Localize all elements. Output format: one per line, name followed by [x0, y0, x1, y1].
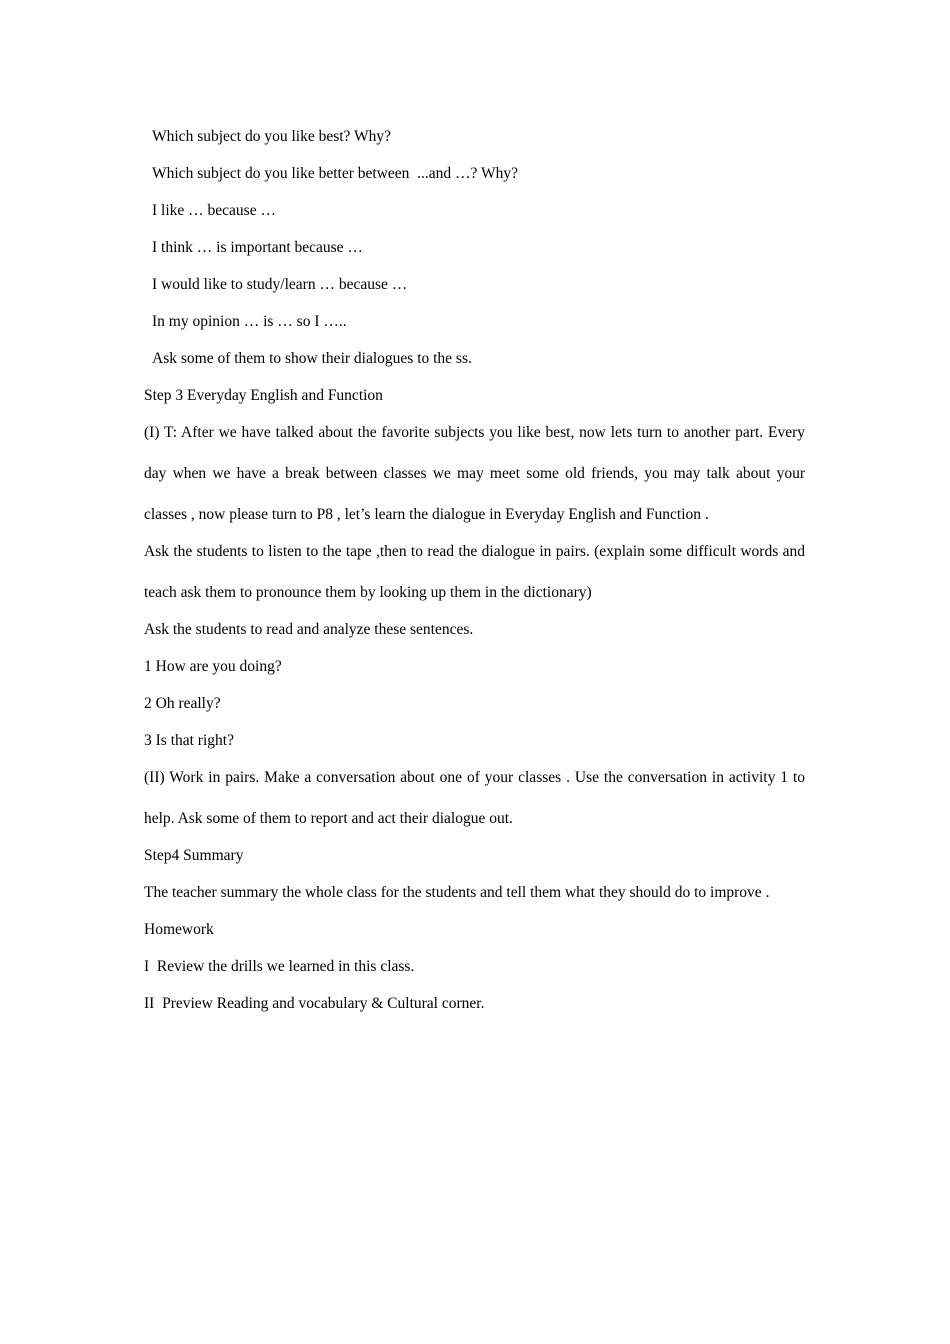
sentence-pattern-line: In my opinion … is … so I ….. [152, 313, 347, 330]
sentence-item: 1 How are you doing? [144, 658, 282, 675]
step3-paragraph-2: Ask the students to listen to the tape ,then to read the dialogue in pairs. (explain some difficult words and teach ask them to pronounce them by looking up them in the dictionary) [144, 543, 805, 601]
step3-heading: Step 3 Everyday English and Function [144, 387, 383, 404]
sentence-pattern-line: I think … is important because … [152, 239, 363, 256]
sentence-pattern-line: I like … because … [152, 202, 276, 219]
question-line: Which subject do you like better between ...and …? Why? [152, 165, 518, 182]
step3-paragraph-1: (I) T: After we have talked about the favorite subjects you like best, now lets turn to another part. Every day when we have a break between classes we may meet some old friends, you may talk about your classes , now please turn to P8 , let’s learn the dialogue in Everyday English and Function . [144, 424, 805, 523]
question-line: Which subject do you like best? Why? [152, 128, 392, 145]
homework-item: II Preview Reading and vocabulary & Cultural corner. [144, 995, 485, 1012]
sentence-item: 2 Oh really? [144, 695, 221, 712]
sentence-item: 3 Is that right? [144, 732, 234, 749]
sentence-pattern-line: I would like to study/learn … because … [152, 276, 408, 293]
homework-item: I Review the drills we learned in this class. [144, 958, 415, 975]
homework-heading: Homework [144, 921, 214, 938]
summary-paragraph: The teacher summary the whole class for the students and tell them what they should do to improve . [144, 884, 770, 901]
instruction-line: Ask the students to read and analyze these sentences. [144, 621, 474, 638]
step4-heading: Step4 Summary [144, 847, 244, 864]
instruction-line: Ask some of them to show their dialogues to the ss. [152, 350, 472, 367]
pair-work-paragraph: (II) Work in pairs. Make a conversation about one of your classes . Use the conversation in activity 1 to help. Ask some of them to report and act their dialogue out. [144, 769, 805, 827]
document-body [144, 124, 805, 1028]
